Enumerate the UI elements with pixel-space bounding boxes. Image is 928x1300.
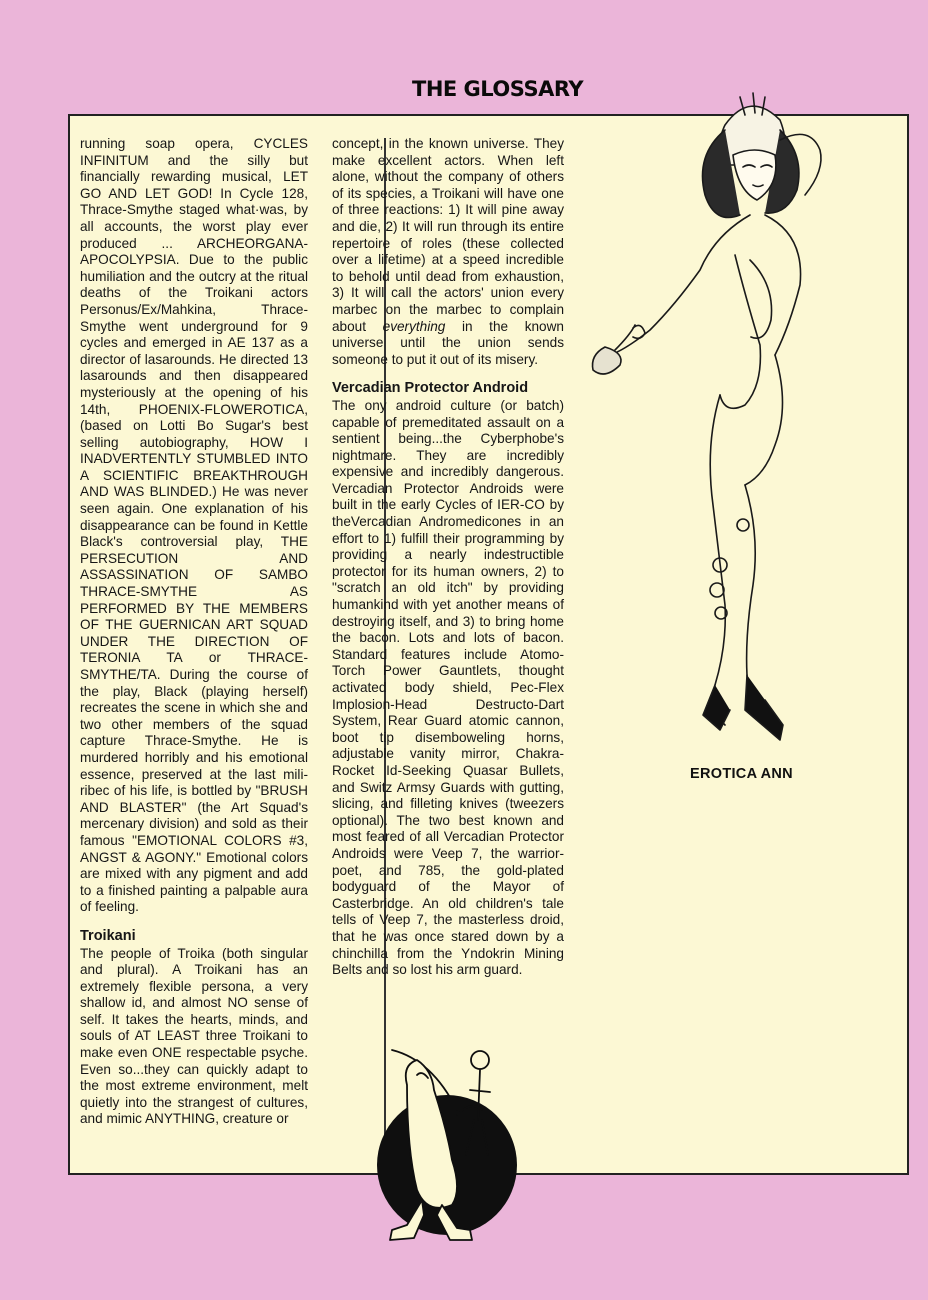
entry-text-intro: running soap opera, CYCLES INFINITUM and the silly but financially rewarding musical, LET GO AND LET GOD! In Cycle 128, Thrace-Smythe staged what·was, by all accounts, the worst play ever produced ... ARCHEORGANA-APOCOLYPSIA. Due to the public humiliation and the outcry at the ritual deaths of the Troikani actors Personus/Ex/Mahkina, Thrace-Smythe went underground for 9 cycles and emerged in AE 137 as a director of lasarounds. He directed 13 lasarounds and then disappeared mysteriously at the opening of his 14th, PHOENIX-FLOWEROTICA, (based on Lotti Bo Sugar's best selling autobiography, HOW I INADVERTENTLY STUMBLED INTO A SCIENTIFIC BREAKTHROUGH AND WAS BLINDED.) He was never seen again. One explanation of his disappearance can be found in Kettle Black's controversial play, THE PERSECUTION AND ASSASSINATION OF SAMBO THRACE-SMYTHE AS PERFORMED BY THE MEMBERS OF THE GUERNICAN ART SQUAD UNDER THE DIRECTION OF TERONIA TA or THRACE-SMYTHE/TA. During the course of the play, Black (playing herself) recreates the scene in which she and two other members of the squad capture Thrace-Smythe. He is murdered horribly and his emotional essence, preserved at the last mili-ribec of his life, is bottled by "BRUSH AND BLASTER" (the Art Squad's mercenary division) and sold as their famous "EMOTIONAL COLORS #3, ANGST & AGONY." Emotional colors are mixed with any pigment and add to a finished painting a palpable aura of feeling.	[80, 136, 308, 915]
entry-text-troikani: The people of Troika (both singular and plural). A Troikani has an extremely flexible persona, a very shallow id, and almost NO sense of self. It takes the hearts, minds, and souls of AT LEAST three Troikani to make even ONE respectable psyche. Even so...they can quickly adapt to the most extreme environment, melt quietly into the strangest of cultures, and mimic ANYTHING, creature or	[80, 945, 308, 1127]
page-title: THE GLOSSARY	[412, 77, 584, 101]
entry-heading-vercadian: Vercadian Protector Android	[332, 380, 529, 397]
entry-text-vercadian: The ony android culture (or batch) capable of premeditated assault on a sentient being...the Cyberphobe's nightmare. They are incredibly expensive and incredibly dangerous. Vercadian Protector Androids were built in the early Cycles of IER-CO by theVercadian Andromedicones in an effort to 1) fulfill their programming by providing a nearly indestructible protector for its human owners, 2) to "scratch an old itch" by providing humankind with yet another means of destroying itself, and 3) to bring home the bacon. Lots and lots of bacon. Standard features include Atomo-Torch Power Gauntlets, thought activated body shield, Pec-Flex Implosion-Head Destructo-Dart System, Rear Guard atomic cannon, boot tip disemboweling horns, adjustable vanity mirror, Chakra-Rocket Id-Seeking Quasar Bullets, and Switz Armsy Guards with gutting, slicing, and filleting knives (tweezers optional). The two best known and most feared of all Vercadian Protector Androids were Veep 7, the warrior-poet, and 785, the gold-plated bodyguard of the Mayor of Casterbridge. An old children's tale tells of Veep 7, the masterless droid, that he was once stared down by a chinchilla from the Yndokrin Mining Belts and so lost his arm guard.	[332, 397, 564, 978]
erotica-ann-illustration	[575, 85, 900, 745]
vercadian-android-illustration	[362, 1030, 532, 1245]
text-column-left	[80, 136, 308, 1128]
entry-heading-troikani: Troikani	[80, 927, 136, 944]
text-column-right	[332, 136, 564, 979]
figure-caption: EROTICA ANN	[690, 766, 793, 782]
entry-text-troikani-continued: concept, in the known universe. They make excellent actors. When left alone, without the company of others of its species, a Troikani will have one of three reactions: 1) It will pine away and die, 2) It will run through its entire repertoire of roles (these collected over a lifetime) at a speed incredible to behold until dead from exhaustion, 3) It will call the actors' union every marbec on the marbec to complain about everything in the known universe until the union sends someone to put it out of its misery.	[332, 136, 564, 367]
